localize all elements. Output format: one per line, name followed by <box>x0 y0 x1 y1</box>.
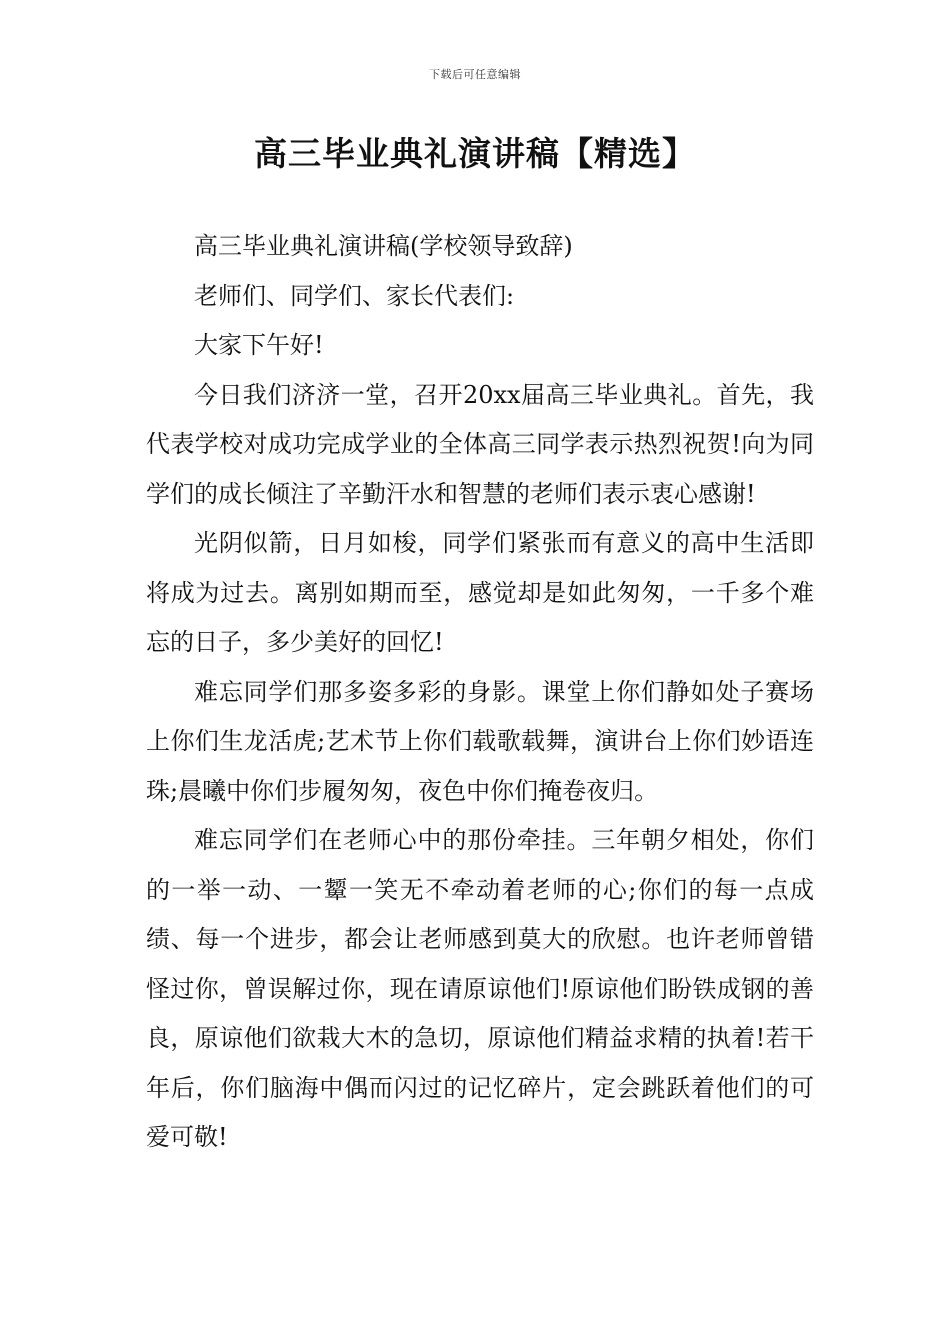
header-note: 下载后可任意编辑 <box>429 68 521 81</box>
paragraph: 难忘同学们那多姿多彩的身影。课堂上你们静如处子赛场上你们生龙活虎;艺术节上你们载歌载舞，演讲台上你们妙语连珠;晨曦中你们步履匆匆，夜色中你们掩卷夜归。 <box>146 677 814 805</box>
paragraph: 难忘同学们在老师心中的那份牵挂。三年朝夕相处，你们的一举一动、一颦一笑无不牵动着老师的心;你们的每一点成绩、每一个进步，都会让老师感到莫大的欣慰。也许老师曾错怪过你，曾误解过你，现在请原谅他们!原谅他们盼铁成钢的善良，原谅他们欲栽大木的急切，原谅他们精益求精的执着!若干年后，你们脑海中偶而闪过的记忆碎片，定会跳跃着他们的可爱可敬! <box>146 826 814 1151</box>
paragraph-salutation: 老师们、同学们、家长代表们: <box>194 281 515 310</box>
paragraph: 今日我们济济一堂，召开20xx届高三毕业典礼。首先，我代表学校对成功完成学业的全体高三同学表示热烈祝贺!向为同学们的成长倾注了辛勤汗水和智慧的老师们表示衷心感谢! <box>146 380 814 508</box>
paragraph-subtitle: 高三毕业典礼演讲稿(学校领导致辞) <box>194 232 573 260</box>
paragraph: 光阴似箭，日月如梭，同学们紧张而有意义的高中生活即将成为过去。离别如期而至，感觉却是如此匆匆，一千多个难忘的日子，多少美好的回忆! <box>146 529 814 656</box>
document-body <box>146 222 814 1163</box>
paragraph-greeting: 大家下午好! <box>194 331 324 359</box>
document-title: 高三毕业典礼演讲稿【精选】 <box>254 134 696 173</box>
